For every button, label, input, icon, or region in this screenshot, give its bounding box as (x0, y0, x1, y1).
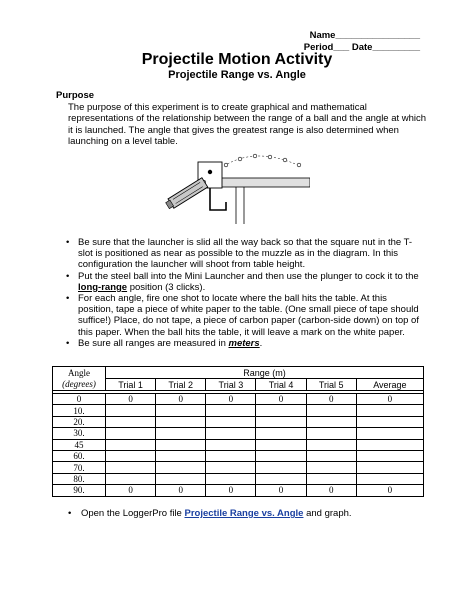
trial-cell[interactable] (156, 450, 206, 461)
average-cell[interactable]: 0 (356, 394, 423, 405)
trial-cell[interactable] (156, 439, 206, 450)
trial-cell[interactable] (256, 450, 306, 461)
table-top (218, 178, 310, 187)
trial-cell[interactable] (156, 428, 206, 439)
table-row (53, 416, 424, 427)
angle-cell: 60. (53, 450, 106, 461)
range-data-table (52, 366, 424, 497)
trajectory (224, 156, 300, 166)
trial-cell[interactable] (306, 462, 356, 473)
trial-cell[interactable] (106, 450, 156, 461)
trial-cell[interactable] (306, 473, 356, 484)
average-cell[interactable]: 0 (356, 485, 423, 496)
angle-cell: 45 (53, 439, 106, 450)
column-header: Trial 5 (306, 379, 356, 391)
trial-cell[interactable] (206, 473, 256, 484)
launcher-barrel (168, 178, 208, 209)
trial-cell[interactable] (256, 473, 306, 484)
angle-cell: 10. (53, 405, 106, 416)
list-item: • Put the steel ball into the Mini Launcher and then use the plunger to cock it to the long-range position (3 clicks). (68, 271, 424, 293)
table-header-row (53, 367, 424, 379)
table-row (53, 473, 424, 484)
trial-cell[interactable] (156, 462, 206, 473)
page-title: Projectile Motion Activity (141, 51, 333, 68)
purpose-heading: Purpose (56, 90, 95, 101)
trial-cell[interactable]: 0 (306, 394, 356, 405)
trial-cell[interactable] (206, 405, 256, 416)
trial-cell[interactable] (306, 405, 356, 416)
trial-cell[interactable]: 0 (156, 394, 206, 405)
table-row (53, 394, 424, 405)
table-row (53, 439, 424, 450)
column-header: Average (356, 379, 423, 391)
column-header: Trial 4 (256, 379, 306, 391)
trial-cell[interactable]: 0 (206, 485, 256, 496)
trial-cell[interactable]: 0 (206, 394, 256, 405)
loggerpro-instruction: • Open the LoggerPro file Projectile Range vs. Angle and graph. (68, 508, 352, 519)
column-header: Trial 2 (156, 379, 206, 391)
trial-cell[interactable] (106, 405, 156, 416)
trial-cell[interactable] (306, 416, 356, 427)
launcher-diagram (160, 150, 310, 228)
trial-cell[interactable]: 0 (256, 485, 306, 496)
list-item: • Be sure all ranges are measured in meters. (68, 338, 424, 349)
trial-cell[interactable] (306, 450, 356, 461)
trial-cell[interactable] (306, 428, 356, 439)
trial-cell[interactable] (106, 416, 156, 427)
angle-cell: 0 (53, 394, 106, 405)
trial-cell[interactable] (256, 416, 306, 427)
trial-cell[interactable] (256, 428, 306, 439)
name-field: Name________________ (309, 30, 420, 41)
purpose-text: The purpose of this experiment is to create graphical and mathematical representations of the relationship between the range of a ball and the angle at which it is launched. The angle that gives the greatest range is also determined when launching on a level table. (68, 102, 427, 148)
list-item: • For each angle, fire one shot to locate where the ball hits the table. At this position, tape a piece of white paper to the table. (One small piece of tape should suffice!) Place, do not tape, a piece of carbon paper (carbon-side down) on top of this paper. When the ball hits the table, it will leave a mark on the white paper. (68, 293, 424, 338)
list-item: • Be sure that the launcher is slid all the way back so that the square nut in the T-slot is positioned as near as possible to the muzzle as in the diagram. In this configuration the launcher will shoot from table height. (68, 237, 424, 271)
angle-cell: 70. (53, 462, 106, 473)
angle-unit: (degrees) (53, 379, 106, 391)
instructions-list (68, 237, 424, 349)
average-cell[interactable] (356, 450, 423, 461)
trial-cell[interactable] (106, 473, 156, 484)
trial-cell[interactable] (156, 416, 206, 427)
table-row (53, 485, 424, 496)
trial-cell[interactable] (156, 473, 206, 484)
trial-cell[interactable] (206, 416, 256, 427)
column-header: Trial 1 (106, 379, 156, 391)
angle-header: Angle (53, 367, 106, 379)
loggerpro-file-link[interactable]: Projectile Range vs. Angle (184, 508, 304, 519)
trial-cell[interactable] (106, 439, 156, 450)
average-cell[interactable] (356, 473, 423, 484)
trial-cell[interactable] (156, 405, 206, 416)
period-date-field: Period___ Date_________ (303, 42, 420, 53)
trial-cell[interactable] (256, 405, 306, 416)
average-cell[interactable] (356, 439, 423, 450)
trial-cell[interactable] (106, 462, 156, 473)
average-cell[interactable] (356, 405, 423, 416)
table-header-row (53, 379, 424, 391)
trial-cell[interactable]: 0 (306, 485, 356, 496)
clamp (210, 187, 226, 210)
trial-cell[interactable] (206, 428, 256, 439)
trial-cell[interactable]: 0 (256, 394, 306, 405)
trial-cell[interactable] (256, 439, 306, 450)
average-cell[interactable] (356, 428, 423, 439)
trial-cell[interactable]: 0 (156, 485, 206, 496)
average-cell[interactable] (356, 416, 423, 427)
trial-cell[interactable] (106, 428, 156, 439)
trial-cell[interactable] (206, 450, 256, 461)
trial-cell[interactable]: 0 (106, 394, 156, 405)
angle-cell: 90. (53, 485, 106, 496)
trial-cell[interactable]: 0 (106, 485, 156, 496)
trial-cell[interactable] (206, 462, 256, 473)
column-header: Trial 3 (206, 379, 256, 391)
table-row (53, 462, 424, 473)
trial-cell[interactable] (306, 439, 356, 450)
trial-cell[interactable] (256, 462, 306, 473)
table-row (53, 428, 424, 439)
range-header: Range (m) (106, 367, 424, 379)
angle-cell: 80. (53, 473, 106, 484)
page-subtitle: Projectile Range vs. Angle (168, 69, 306, 81)
square-nut (208, 170, 212, 174)
table-row (53, 405, 424, 416)
angle-cell: 30. (53, 428, 106, 439)
average-cell[interactable] (356, 462, 423, 473)
angle-cell: 20. (53, 416, 106, 427)
trial-cell[interactable] (206, 439, 256, 450)
table-row (53, 450, 424, 461)
